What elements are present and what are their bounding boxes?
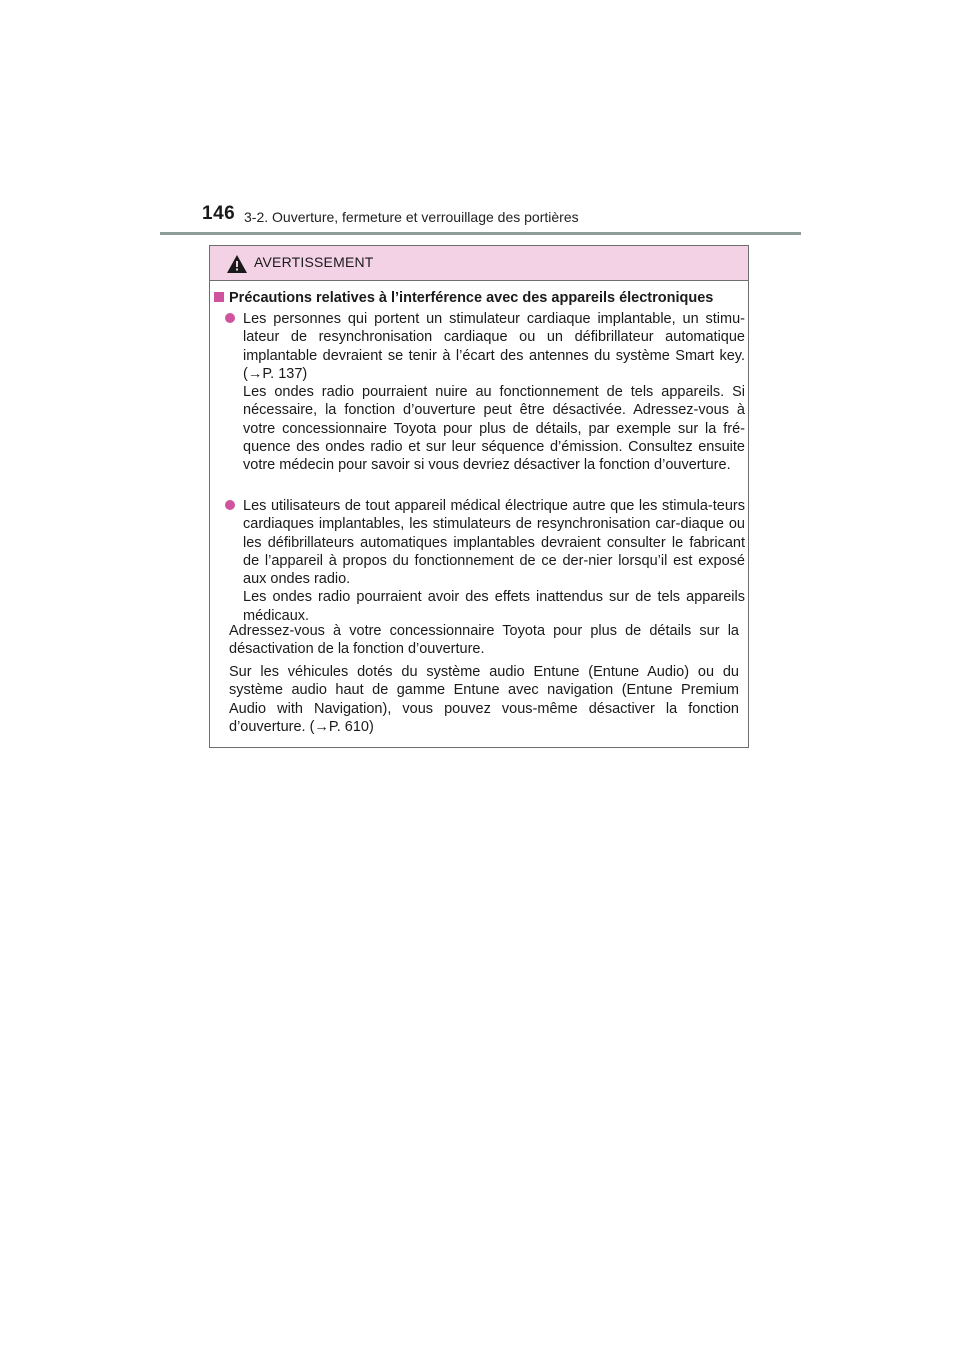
bullet-dot-icon	[225, 500, 235, 510]
bullet-line: Les utilisateurs de tout appareil médical électrique autre que les stimula-teurs cardiaques implantables, les stimulateurs de resynchronisation car-diaque ou les défibrillateurs automatiques implantables devraient consulter le fabricant de l’appareil à propos du fonctionnement de ce der-nier lorsqu’il est exposé aux ondes radio.	[243, 498, 745, 588]
warning-heading-text: Précautions relatives à l’interférence avec des appareils électroniques	[229, 290, 714, 306]
warning-header	[210, 246, 748, 281]
paragraph: Sur les véhicules dotés du système audio Entune (Entune Audio) ou du système audio haut de gamme Entune avec navigation (Entune Premium Audio with Navigation), vous pouvez vous-même désactiver la fonction d’ouverture. (→P. 610)	[229, 664, 739, 735]
header-rule	[160, 232, 801, 235]
heading-marker-icon	[214, 292, 224, 302]
warning-heading	[214, 289, 744, 307]
bullet-dot-icon	[225, 313, 235, 323]
bullet-line: Les personnes qui portent un stimulateur cardiaque implantable, un stimu-lateur de resynchronisation cardiaque ou un défibrillateur automatique implantable devraient se tenir à l’écart des antennes du système Smart key. (→P. 137)	[243, 311, 745, 382]
bullet-line: Les ondes radio pourraient nuire au fonctionnement de tels appareils. Si nécessaire, la fonction d’ouverture peut être désactivée. Adressez-vous à votre concessionnaire Toyota pour plus de détails, par exemple sur la fré-quence des ondes radio et sur leur séquence d’émission. Consultez ensuite votre médecin pour savoir si vous devriez désactiver la fonction d’ouverture.	[243, 384, 745, 474]
warning-box	[209, 245, 749, 748]
section-title: 3-2. Ouverture, fermeture et verrouillage des portières	[244, 209, 579, 225]
bullet-text	[243, 497, 745, 625]
warning-label: AVERTISSEMENT	[254, 254, 374, 270]
warning-triangle-icon	[227, 255, 247, 273]
paragraph: Adressez-vous à votre concessionnaire Toyota pour plus de détails sur la désactivation de la fonction d’ouverture.	[229, 623, 739, 658]
list-item	[225, 310, 745, 475]
bullet-text	[243, 310, 745, 475]
bullet-line: Les ondes radio pourraient avoir des effets inattendus sur de tels appareils médicaux.	[243, 589, 745, 624]
list-item	[225, 497, 745, 625]
page-number: 146	[202, 203, 236, 224]
